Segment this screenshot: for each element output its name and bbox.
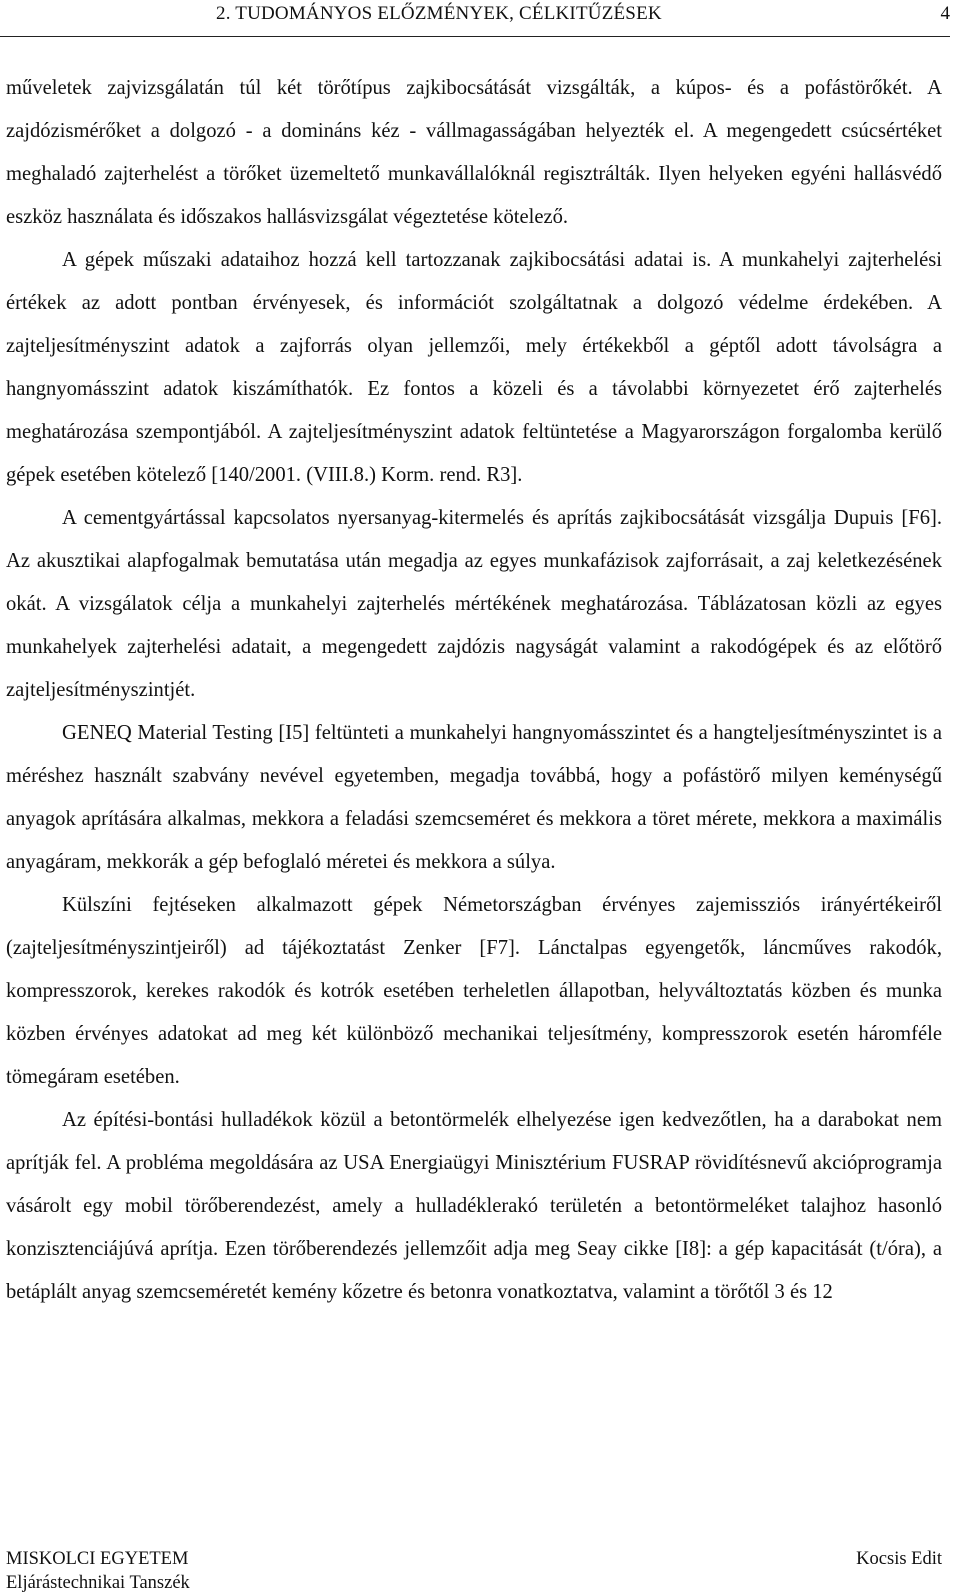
paragraph: Az építési-bontási hulladékok közül a betontörmelék elhelyezése igen kedvezőtlen, ha a darabokat nem aprítják fel. A probléma megoldására az USA Energiaügyi Minisztérium FUSRAP rövidítésnevű akcióprogramja vásárolt egy mobil törőberendezést, amely a hulladéklerakó területén a betontörmeléket talajhoz hasonló konzisztenciájúvá aprítja. Ezen törőberendezés jellemzőit adja meg Seay cikke [I8]: a gép kapacitását (t/óra), a betáplált anyag szemcseméretét kemény kőzetre és betonra vonatkoztatva, valamint a törőtől 3 és 12 — [6, 1109, 942, 1303]
paragraph: A gépek műszaki adataihoz hozzá kell tartozzanak zajkibocsátási adatai is. A munkahelyi zajterhelési értékek az adott pontban érvényesek, és információt szolgáltatnak a dolgozó védelme érdekében. A zajteljesítményszint adatok a zajforrás olyan jellemzői, mely értékekből a géptől adott távolságra a hangnyomásszint adatok kiszámíthatók. Ez fontos a közeli és a távolabbi környezetet érő zajterhelés meghatározása szempontjából. A zajteljesítményszint adatok feltüntetése a Magyarországon forgalomba kerülő gépek esetében kötelező [140/2001. (VIII.8.) Korm. rend. R3]. — [6, 249, 942, 486]
paragraph: GENEQ Material Testing [I5] feltünteti a munkahelyi hangnyomásszintet és a hangteljesítményszintet is a méréshez használt szabvány nevével egyetemben, megadja továbbá, hogy a pofástörő milyen keménységű anyagok aprítására alkalmas, mekkora a feladási szemcseméret és mekkora a töret mérete, mekkora a maximális anyagáram, mekkorák a gép befoglaló méretei és mekkora a súlya. — [6, 722, 942, 873]
footer-department: Eljárástechnikai Tanszék — [6, 1573, 190, 1593]
page-number: 4 — [940, 3, 950, 24]
paragraph: A cementgyártással kapcsolatos nyersanyag-kitermelés és aprítás zajkibocsátását vizsgálja Dupuis [F6]. Az akusztikai alapfogalmak bemutatása után megadja az egyes munkafázisok zajforrásait, a zaj keletkezésének okát. A vizsgálatok célja a munkahelyi zajterhelés mértékének meghatározása. Táblázatosan közli az egyes munkahelyek zajterhelési adatait, a megengedett zajdózis nagyságát valamint a rakodógépek és az előtörő zajteljesítményszintjét. — [6, 507, 942, 701]
body-text — [6, 67, 942, 1314]
page-footer — [6, 1547, 942, 1593]
paragraph: Külszíni fejtéseken alkalmazott gépek Németországban érvényes zajemissziós irányértékeiről (zajteljesítményszintjeiről) ad tájékoztatást Zenker [F7]. Lánctalpas egyengetők, láncműves rakodók, kompresszorok, kerekes rakodók és kotrók esetében terheletlen állapotban, helyváltoztatás közben és munka közben érvényes adatokat ad meg két különböző mechanikai teljesítmény, kompresszorok esetén háromféle tömegáram esetében. — [6, 894, 942, 1088]
footer-institution: MISKOLCI EGYETEM — [6, 1549, 189, 1569]
page-header — [0, 0, 950, 37]
footer-institution-block — [6, 1547, 190, 1595]
paragraph: műveletek zajvizsgálatán túl két törőtípus zajkibocsátását vizsgálták, a kúpos- és a pofástörőkét. A zajdózismérőket a dolgozó - a domináns kéz - vállmagasságában helyezték el. A megengedett csúcsértéket meghaladó zajterhelést a törőket üzemeltető munkavállalóknál regisztrálták. Ilyen helyeken egyéni hallásvédő eszköz használata és időszakos hallásvizsgálat végeztetése kötelező. — [6, 77, 942, 228]
footer-author: Kocsis Edit — [856, 1549, 942, 1569]
chapter-title: 2. TUDOMÁNYOS ELŐZMÉNYEK, CÉLKITŰZÉSEK — [216, 3, 662, 24]
